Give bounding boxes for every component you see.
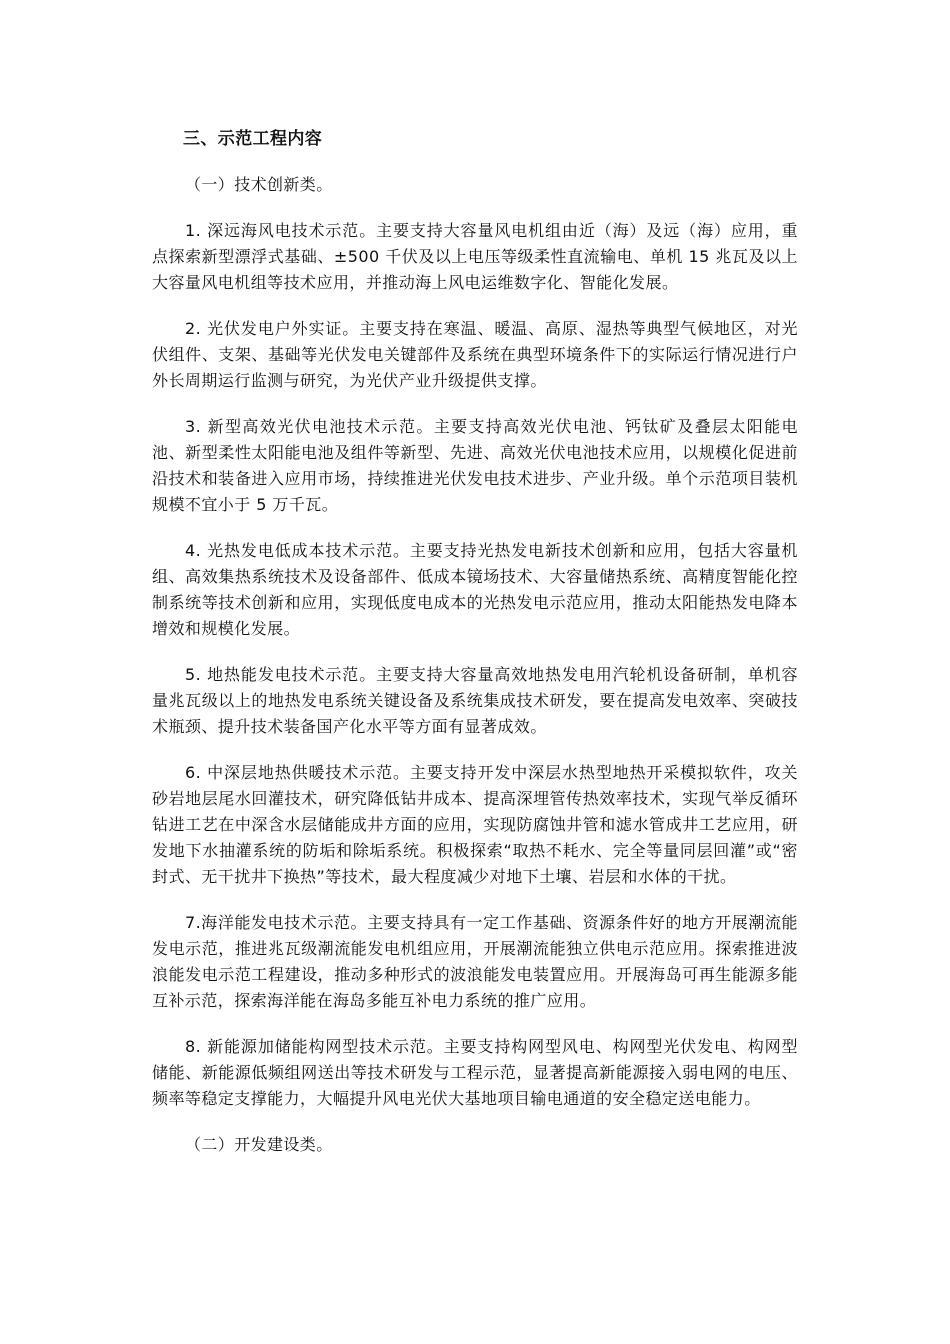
document-body [152, 126, 798, 1178]
item-high-efficiency-pv-cell: 3. 新型高效光伏电池技术示范。主要支持高效光伏电池、钙钛矿及叠层太阳能电池、新型柔性太阳能电池及组件等新型、先进、高效光伏电池技术应用，以规模化促进前沿技术和装备进入应用市场，持续推进光伏发电技术进步、产业升级。单个示范项目装机规模不宜小于 5 万千瓦。 [152, 417, 798, 514]
item-geothermal-heating: 6. 中深层地热供暖技术示范。主要支持开发中深层水热型地热开采模拟软件，攻关砂岩地层尾水回灌技术，研究降低钻井成本、提高深埋管传热效率技术，实现气举反循环钻进工艺在中深含水层储能成井方面的应用，实现防腐蚀井管和滤水管成井工艺应用，研发地下水抽灌系统的防垢和除垢系统。积极探索“取热不耗水、完全等量同层回灌”或“密封式、无干扰井下换热”等技术，最大程度减少对地下土壤、岩层和水体的干扰。 [152, 763, 798, 886]
item-pv-outdoor-test: 2. 光伏发电户外实证。主要支持在寒温、暖温、高原、湿热等典型气候地区，对光伏组件、支架、基础等光伏发电关键部件及系统在典型环境条件下的实际运行情况进行户外长周期运行监测与研究，为光伏产业升级提供支撑。 [152, 319, 798, 390]
item-offshore-wind: 1. 深远海风电技术示范。主要支持大容量风电机组由近（海）及远（海）应用，重点探索新型漂浮式基础、±500 千伏及以上电压等级柔性直流输电、单机 15 兆瓦及以上大容量风电机组等技术应用，并推动海上风电运维数字化、智能化发展。 [152, 221, 798, 292]
item-ocean-energy: 7.海洋能发电技术示范。主要支持具有一定工作基础、资源条件好的地方开展潮流能发电示范，推进兆瓦级潮流能发电机组应用，开展潮流能独立供电示范应用。探索推进波浪能发电示范工程建设，推动多种形式的波浪能发电装置应用。开展海岛可再生能源多能互补示范，探索海洋能在海岛多能互补电力系统的推广应用。 [152, 913, 798, 1010]
section-title: 三、示范工程内容 [183, 129, 323, 149]
category-heading-development: （二）开发建设类。 [185, 1135, 333, 1154]
item-solar-thermal: 4. 光热发电低成本技术示范。主要支持光热发电新技术创新和应用，包括大容量机组、高效集热系统技术及设备部件、低成本镜场技术、大容量储热系统、高精度智能化控制系统等技术创新和应用，实现低度电成本的光热发电示范应用，推动太阳能热发电降本增效和规模化发展。 [152, 541, 798, 638]
category-heading-tech-innovation: （一）技术创新类。 [185, 175, 333, 194]
item-geothermal-power: 5. 地热能发电技术示范。主要支持大容量高效地热发电用汽轮机设备研制，单机容量兆瓦级以上的地热发电系统关键设备及系统集成技术研发，要在提高发电效率、突破技术瓶颈、提升技术装备国产化水平等方面有显著成效。 [152, 665, 798, 736]
item-grid-forming-storage: 8. 新能源加储能构网型技术示范。主要支持构网型风电、构网型光伏发电、构网型储能、新能源低频组网送出等技术研发与工程示范，显著提高新能源接入弱电网的电压、频率等稳定支撑能力，大幅提升风电光伏大基地项目输电通道的安全稳定送电能力。 [152, 1037, 798, 1108]
